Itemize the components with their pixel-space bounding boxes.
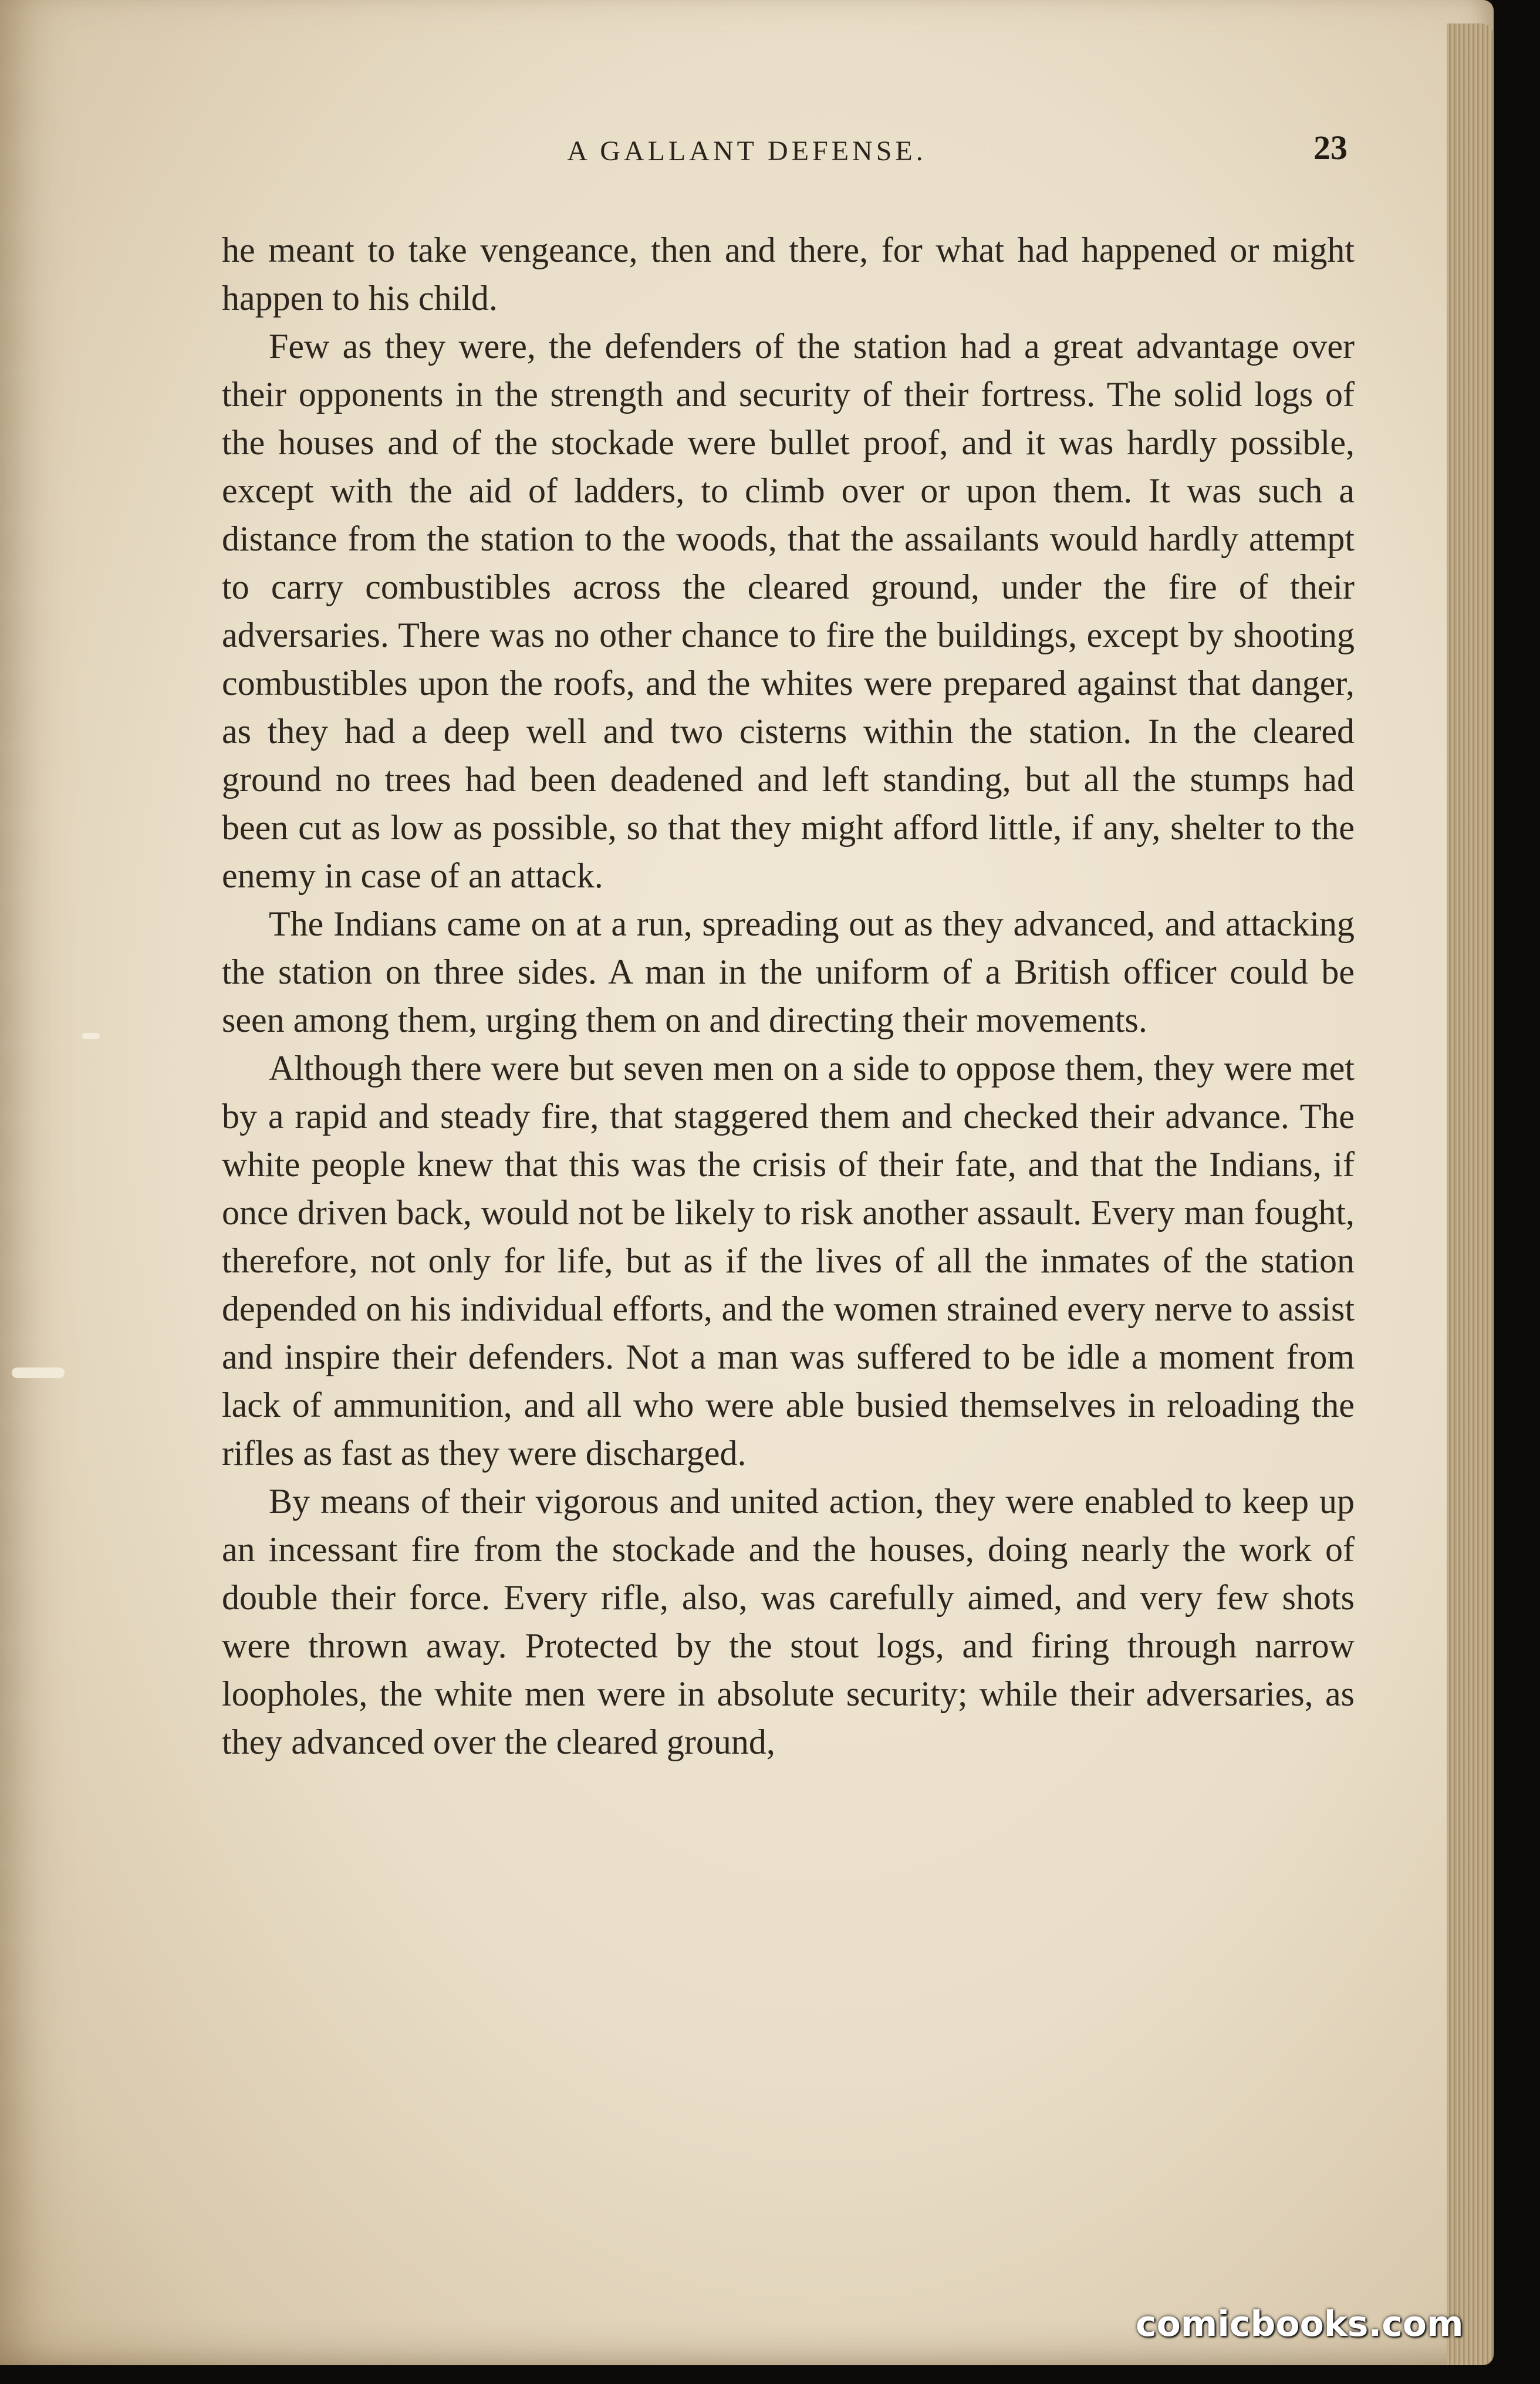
paragraph: he meant to take vengeance, then and there, for what had happened or might happen to his child. [222, 231, 1355, 318]
running-head: A GALLANT DEFENSE. [567, 136, 927, 167]
paper-tear-mark [82, 1033, 100, 1039]
watermark: comicbooks.com [1136, 2304, 1464, 2345]
paragraph: The Indians came on at a run, spreading out as they advanced, and attacking the station on three sides. A man in the uniform of a British officer could be seen among them, urging them on and directing their movements. [222, 904, 1355, 1039]
page-number: 23 [1313, 129, 1348, 167]
paragraph: Although there were but seven men on a side to oppose them, they were met by a rapid and steady fire, that staggered them and checked their advance. The white people knew that this was the crisis of their fate, and that the Indians, if once driven back, would not be likely to risk another assault. Every man fought, therefore, not only for life, but as if the lives of all the inmates of the station depended on his individual efforts, and the women strained every nerve to assist and inspire their defenders. Not a man was suffered to be idle a moment from lack of ammunition, and all who were able busied themselves in reloading the rifles as fast as they were discharged. [222, 1049, 1355, 1473]
paper-tear-mark [12, 1367, 65, 1378]
paragraph: By means of their vigorous and united action, they were enabled to keep up an incessant fire from the stockade and the houses, doing nearly the work of double their force. Every rifle, also, was carefully aimed, and very few shots were thrown away. Protected by the stout logs, and firing through narrow loopholes, the white men were in absolute security; while their adversaries, as they advanced over the cleared ground, [222, 1482, 1355, 1761]
paragraph: Few as they were, the defenders of the station had a great advantage over their opponents in the strength and security of their fortress. The solid logs of the houses and of the stockade were bullet proof, and it was hardly possible, except with the aid of ladders, to climb over or upon them. It was such a distance from the station to the woods, that the assailants would hardly attempt to carry combustibles across the cleared ground, under the fire of their adversaries. There was no other chance to fire the buildings, except by shooting combustibles upon the roofs, and the whites were prepared against that danger, as they had a deep well and two cisterns within the station. In the cleared ground no trees had been deadened and left standing, but all the stumps had been cut as low as possible, so that they might afford little, if any, shelter to the enemy in case of an attack. [222, 327, 1355, 895]
page-edges [1447, 23, 1494, 2365]
body-text [222, 226, 1355, 1766]
